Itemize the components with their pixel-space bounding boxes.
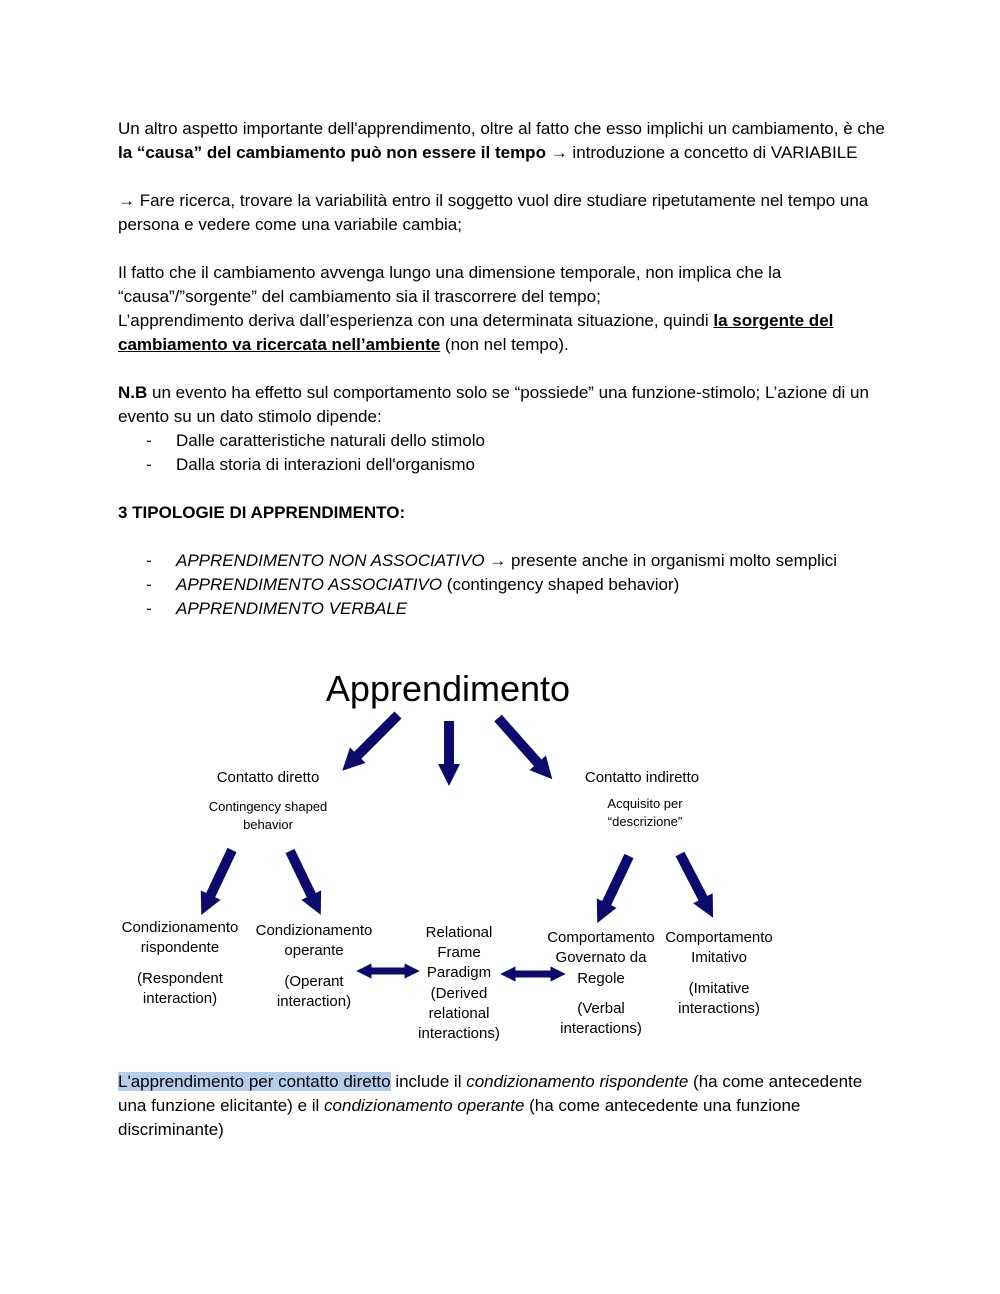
node-regole [547,929,655,1037]
nb-label: N.B [118,383,148,402]
italic-text: APPRENDIMENTO VERBALE [176,599,408,618]
node-line: Governato da [555,949,647,966]
node-line: relational [428,1005,490,1022]
paragraph-research: → Fare ricerca, trovare la variabilità entro il soggetto vuol dire studiare ripetutamente nel tempo una persona e vedere come una variabile cambia; [118,191,869,234]
list-item [118,573,888,597]
bullet-dash: - [146,599,152,618]
node-line: Paradigm [426,964,492,981]
highlighted-text[interactable]: L'apprendimento per contatto diretto [118,1072,391,1091]
paragraph-nb [118,381,888,429]
node-line: operante [284,942,344,959]
text: (contingency shaped behavior) [442,575,680,594]
section-heading [118,501,888,525]
node-rfp [418,924,500,1042]
arrow-to-contatto-diretto-icon [350,715,398,763]
bold-underlined-text: la sorgente del cambiamento va ricercata nell’ambiente [118,311,834,354]
text: (ha come antecedente una funzione elicitante) e il [118,1072,863,1115]
text: → introduzione a concetto di VARIABILE [545,143,858,162]
text: → presente anche in organismi molto semplici [484,551,838,570]
node-line: interaction) [142,990,218,1007]
text: L’apprendimento deriva dall’esperienza con una determinata situazione, quindi [118,311,714,330]
node-line: interaction) [276,993,352,1010]
italic-text: condizionamento rispondente [466,1072,689,1091]
node-imitativo [665,929,773,1017]
italic-text: APPRENDIMENTO ASSOCIATIVO [176,575,443,594]
node-line: Imitativo [691,949,747,966]
node-line: (Imitative [688,980,750,997]
node-line: (Derived [430,985,488,1002]
list-item [118,429,888,453]
text: (ha come antecedente una funzione discriminante) [118,1096,801,1139]
node-contatto-indiretto [585,769,699,829]
arrow-to-rispondente-icon [206,850,232,905]
italic-text: APPRENDIMENTO NON ASSOCIATIVO [176,551,485,570]
node-rispondente [122,919,239,1007]
paragraph-intro [118,117,888,165]
list-item-text: Dalla storia di interazioni dell'organismo [176,455,476,474]
bullet-dash: - [146,575,152,594]
node-label: Contatto indiretto [584,769,700,786]
arrow-to-regole-icon [602,856,629,913]
node-label: Contatto diretto [216,769,320,786]
list-item-text: Dalle caratteristiche naturali dello stimolo [176,431,485,450]
node-line: interactions) [560,1020,642,1037]
node-line: Regole [577,970,625,987]
node-sub: behavior [243,817,293,832]
node-sub: Contingency shaped [208,799,328,814]
node-line: Comportamento [547,929,655,946]
learning-diagram [110,655,800,1055]
arrow-to-imitativo-icon [680,854,708,908]
closing-paragraph [118,1070,888,1142]
italic-text: condizionamento operante [324,1096,525,1115]
document-body [118,117,888,621]
bold-text: la “causa” del cambiamento può non essere il tempo [118,143,546,162]
node-line: interactions) [418,1025,500,1042]
node-sub: “descrizione” [607,814,683,829]
node-line: Relational [425,924,493,941]
node-line: Condizionamento [121,919,239,936]
node-sub: Acquisito per [607,796,683,811]
node-line: Frame [437,944,481,961]
paragraph-source [118,309,888,357]
paragraph-temporal: Il fatto che il cambiamento avvenga lungo una dimensione temporale, non implica che la “causa”/”sorgente” del cambiamento sia il trascorrere del tempo; [118,263,782,306]
text: Un altro aspetto importante dell'apprendimento, oltre al fatto che esso implichi un cambiamento, è che [118,119,885,138]
text: un evento ha effetto sul comportamento solo se “possiede” una funzione-stimolo; L’azione di un evento su un dato stimolo dipende: [118,383,869,426]
bullet-dash: - [146,551,152,570]
arrow-to-operante-icon [290,851,316,905]
node-line: (Respondent [137,970,223,987]
list-item [118,597,888,621]
node-line: Condizionamento [255,922,373,939]
text: (non nel tempo). [440,335,569,354]
list-item [118,453,888,477]
diagram-title: Apprendimento [325,668,571,709]
bullet-dash: - [146,455,152,474]
bullet-dash: - [146,431,152,450]
node-line: rispondente [140,939,220,956]
list-item [118,549,888,573]
node-line: (Operant [284,973,344,990]
node-line: Comportamento [665,929,773,946]
node-operante [256,922,373,1010]
node-contatto-diretto [209,769,328,832]
node-line: (Verbal [577,1000,625,1017]
arrow-to-contatto-indiretto-icon [498,718,545,771]
heading-text: 3 TIPOLOGIE DI APPRENDIMENTO: [118,503,406,522]
text: include il [390,1072,467,1091]
node-line: interactions) [678,1000,760,1017]
